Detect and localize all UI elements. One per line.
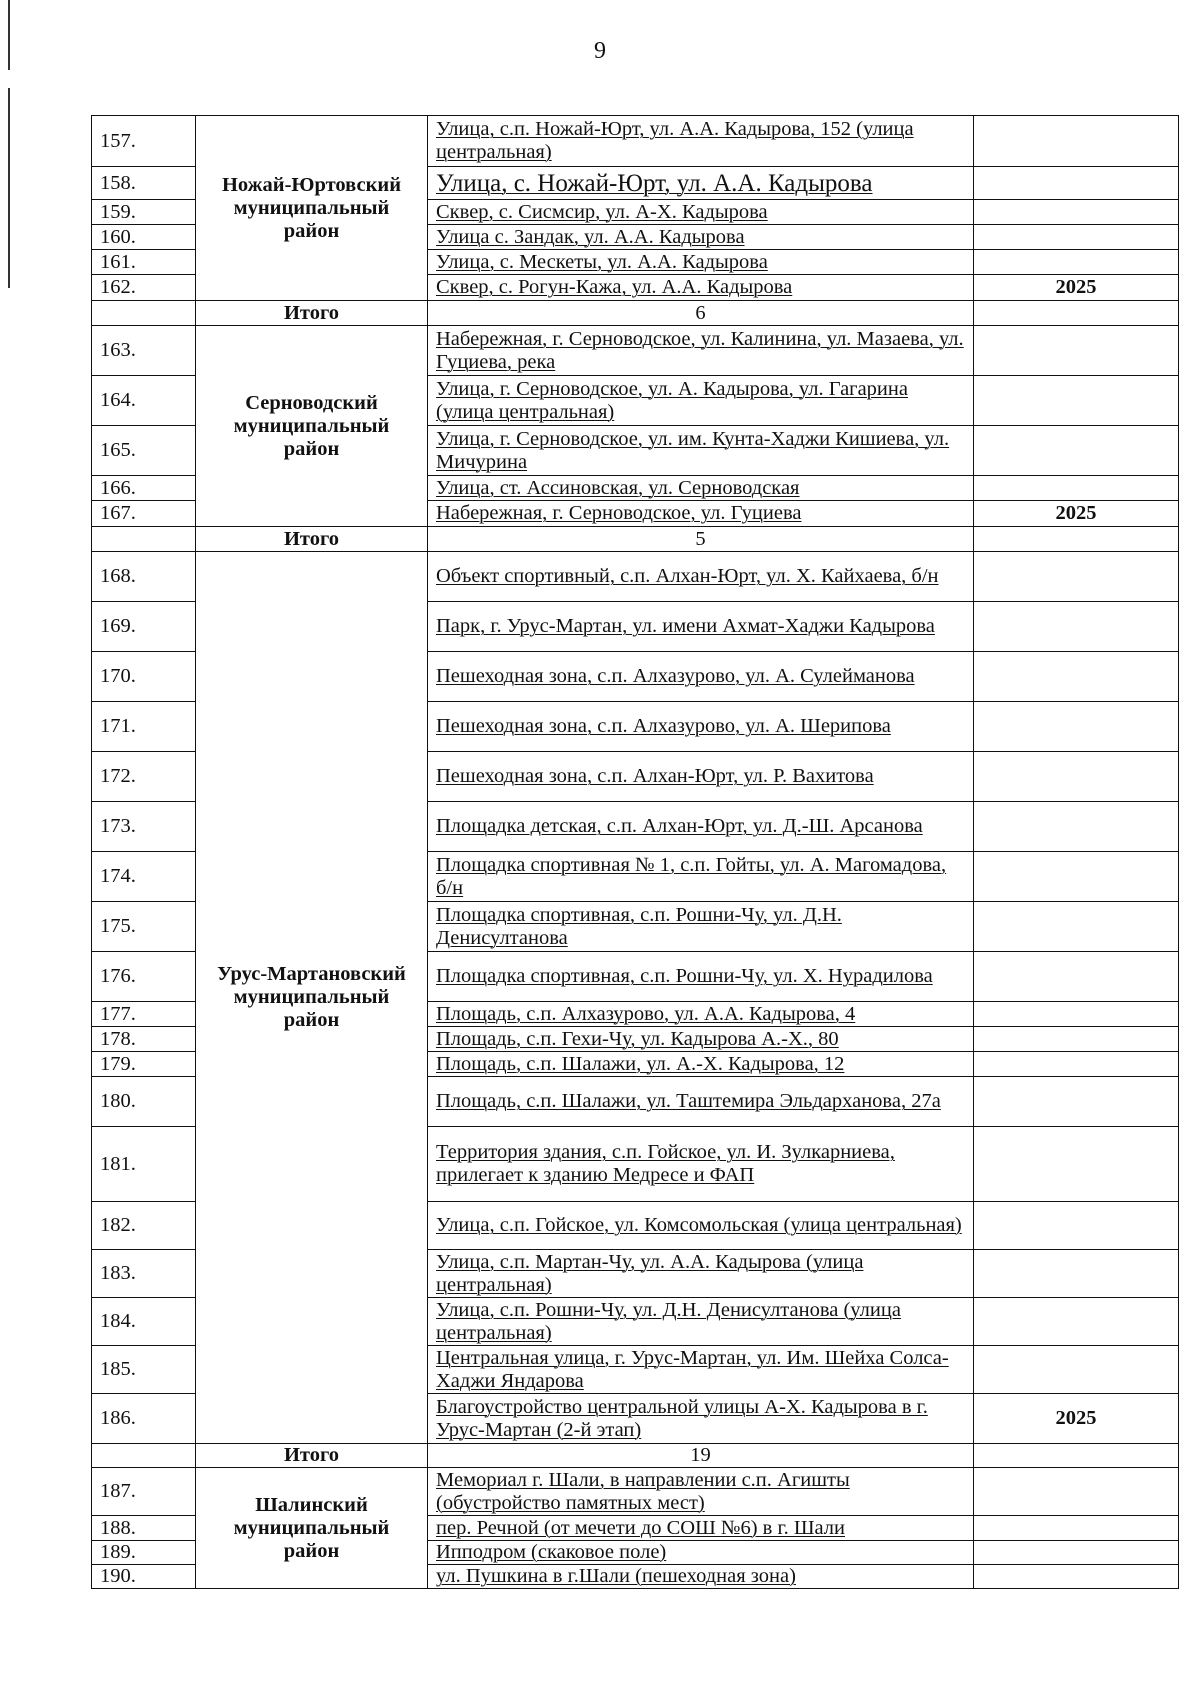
- row-number: 161.: [92, 250, 196, 275]
- year-cell: [974, 802, 1179, 852]
- object-name: Улица, с.п. Рошни-Чу, ул. Д.Н. Денисултанова (улица центральная): [428, 1298, 974, 1346]
- year-cell: [974, 552, 1179, 602]
- total-count: 5: [428, 527, 974, 552]
- total-year: [974, 527, 1179, 552]
- table-row: [92, 1468, 1179, 1516]
- object-name: Парк, г. Урус-Мартан, ул. имени Ахмат-Хаджи Кадырова: [428, 602, 974, 652]
- object-name: пер. Речной (от мечети до СОШ №6) в г. Шали: [428, 1516, 974, 1541]
- total-year: [974, 1444, 1179, 1468]
- row-number: 159.: [92, 200, 196, 225]
- object-name: Набережная, г. Серноводское, ул. Калинина, ул. Мазаева, ул. Гуциева, река: [428, 326, 974, 376]
- object-name: Мемориал г. Шали, в направлении с.п. Агишты (обустройство памятных мест): [428, 1468, 974, 1516]
- row-number: 178.: [92, 1027, 196, 1052]
- year-cell: [974, 902, 1179, 952]
- row-number: 169.: [92, 602, 196, 652]
- total-row: [92, 527, 1179, 552]
- total-row: [92, 1444, 1179, 1468]
- year-cell: [974, 1052, 1179, 1077]
- year-cell: [974, 426, 1179, 476]
- row-number: 166.: [92, 476, 196, 501]
- objects-table: [91, 115, 1179, 1589]
- object-name: Набережная, г. Серноводское, ул. Гуциева: [428, 501, 974, 527]
- margin-mark: [8, 88, 10, 288]
- year-cell: [974, 1565, 1179, 1589]
- row-number: 179.: [92, 1052, 196, 1077]
- margin-mark: [8, 0, 10, 70]
- object-name: Объект спортивный, с.п. Алхан-Юрт, ул. Х. Кайхаева, б/н: [428, 552, 974, 602]
- row-number: 164.: [92, 376, 196, 426]
- row-number: 162.: [92, 275, 196, 301]
- year-cell: 2025: [974, 1394, 1179, 1444]
- total-label: Итого: [196, 527, 428, 552]
- row-number: 174.: [92, 852, 196, 902]
- row-number: 165.: [92, 426, 196, 476]
- year-cell: [974, 1127, 1179, 1202]
- total-label: Итого: [196, 301, 428, 326]
- year-cell: 2025: [974, 501, 1179, 527]
- year-cell: [974, 1541, 1179, 1565]
- table-row: [92, 326, 1179, 376]
- year-cell: [974, 1202, 1179, 1250]
- object-name: Улица, с.п. Ножай-Юрт, ул. А.А. Кадырова, 152 (улица центральная): [428, 116, 974, 167]
- page-number: 9: [594, 38, 606, 64]
- object-name: Площадь, с.п. Гехи-Чу, ул. Кадырова А.-Х., 80: [428, 1027, 974, 1052]
- row-number: 176.: [92, 952, 196, 1002]
- object-name: Улица, с. Ножай-Юрт, ул. А.А. Кадырова: [428, 167, 974, 200]
- object-name: Улица, с. Мескеты, ул. А.А. Кадырова: [428, 250, 974, 275]
- row-number: 168.: [92, 552, 196, 602]
- year-cell: [974, 376, 1179, 426]
- row-number: 185.: [92, 1346, 196, 1394]
- year-cell: [974, 200, 1179, 225]
- year-cell: [974, 852, 1179, 902]
- table-row: [92, 552, 1179, 602]
- district-name: Ножай-Юртовский муниципальный район: [196, 116, 428, 301]
- year-cell: [974, 1077, 1179, 1127]
- object-name: Площадка спортивная, с.п. Рошни-Чу, ул. Х. Нурадилова: [428, 952, 974, 1002]
- object-name: Благоустройство центральной улицы А-Х. Кадырова в г. Урус-Мартан (2-й этап): [428, 1394, 974, 1444]
- year-cell: [974, 1027, 1179, 1052]
- year-cell: [974, 952, 1179, 1002]
- object-name: Пешеходная зона, с.п. Алхан-Юрт, ул. Р. Вахитова: [428, 752, 974, 802]
- object-name: ул. Пушкина в г.Шали (пешеходная зона): [428, 1565, 974, 1589]
- row-number: 158.: [92, 167, 196, 200]
- total-empty: [92, 301, 196, 326]
- year-cell: [974, 752, 1179, 802]
- object-name: Площадка спортивная № 1, с.п. Гойты, ул. А. Магомадова, б/н: [428, 852, 974, 902]
- object-name: Площадь, с.п. Шалажи, ул. Таштемира Эльдарханова, 27а: [428, 1077, 974, 1127]
- object-name: Площадь, с.п. Алхазурово, ул. А.А. Кадырова, 4: [428, 1002, 974, 1027]
- total-empty: [92, 527, 196, 552]
- row-number: 163.: [92, 326, 196, 376]
- row-number: 160.: [92, 225, 196, 250]
- year-cell: [974, 602, 1179, 652]
- row-number: 186.: [92, 1394, 196, 1444]
- total-count: 19: [428, 1444, 974, 1468]
- row-number: 167.: [92, 501, 196, 527]
- object-name: Улица, с.п. Гойское, ул. Комсомольская (улица центральная): [428, 1202, 974, 1250]
- total-count: 6: [428, 301, 974, 326]
- year-cell: [974, 225, 1179, 250]
- row-number: 184.: [92, 1298, 196, 1346]
- row-number: 172.: [92, 752, 196, 802]
- row-number: 181.: [92, 1127, 196, 1202]
- row-number: 188.: [92, 1516, 196, 1541]
- row-number: 170.: [92, 652, 196, 702]
- row-number: 187.: [92, 1468, 196, 1516]
- year-cell: [974, 1516, 1179, 1541]
- object-name: Территория здания, с.п. Гойское, ул. И. Зулкарниева, прилегает к зданию Медресе и ФАП: [428, 1127, 974, 1202]
- year-cell: 2025: [974, 275, 1179, 301]
- object-name: Улица, с.п. Мартан-Чу, ул. А.А. Кадырова (улица центральная): [428, 1250, 974, 1298]
- year-cell: [974, 476, 1179, 501]
- row-number: 182.: [92, 1202, 196, 1250]
- district-name: Серноводский муниципальный район: [196, 326, 428, 527]
- object-name: Площадь, с.п. Шалажи, ул. А.-Х. Кадырова, 12: [428, 1052, 974, 1077]
- year-cell: [974, 1468, 1179, 1516]
- year-cell: [974, 116, 1179, 167]
- object-name: Пешеходная зона, с.п. Алхазурово, ул. А. Сулейманова: [428, 652, 974, 702]
- year-cell: [974, 652, 1179, 702]
- district-name: Шалинский муниципальный район: [196, 1468, 428, 1589]
- year-cell: [974, 702, 1179, 752]
- object-name: Улица с. Зандак, ул. А.А. Кадырова: [428, 225, 974, 250]
- year-cell: [974, 1298, 1179, 1346]
- object-name: Улица, ст. Ассиновская, ул. Серноводская: [428, 476, 974, 501]
- row-number: 175.: [92, 902, 196, 952]
- object-name: Улица, г. Серноводское, ул. А. Кадырова, ул. Гагарина (улица центральная): [428, 376, 974, 426]
- object-name: Площадка детская, с.п. Алхан-Юрт, ул. Д.-Ш. Арсанова: [428, 802, 974, 852]
- row-number: 189.: [92, 1541, 196, 1565]
- year-cell: [974, 1346, 1179, 1394]
- row-number: 180.: [92, 1077, 196, 1127]
- row-number: 157.: [92, 116, 196, 167]
- year-cell: [974, 250, 1179, 275]
- year-cell: [974, 326, 1179, 376]
- row-number: 177.: [92, 1002, 196, 1027]
- total-row: [92, 301, 1179, 326]
- year-cell: [974, 167, 1179, 200]
- row-number: 190.: [92, 1565, 196, 1589]
- object-name: Улица, г. Серноводское, ул. им. Кунта-Хаджи Кишиева, ул. Мичурина: [428, 426, 974, 476]
- row-number: 173.: [92, 802, 196, 852]
- object-name: Ипподром (скаковое поле): [428, 1541, 974, 1565]
- object-name: Пешеходная зона, с.п. Алхазурово, ул. А. Шерипова: [428, 702, 974, 752]
- object-name: Сквер, с. Сисмсир, ул. А-Х. Кадырова: [428, 200, 974, 225]
- row-number: 171.: [92, 702, 196, 752]
- total-year: [974, 301, 1179, 326]
- district-name: Урус-Мартановский муниципальный район: [196, 552, 428, 1444]
- year-cell: [974, 1250, 1179, 1298]
- object-name: Сквер, с. Рогун-Кажа, ул. А.А. Кадырова: [428, 275, 974, 301]
- table-row: [92, 116, 1179, 167]
- object-name: Площадка спортивная, с.п. Рошни-Чу, ул. Д.Н. Денисултанова: [428, 902, 974, 952]
- row-number: 183.: [92, 1250, 196, 1298]
- object-name: Центральная улица, г. Урус-Мартан, ул. Им. Шейха Солса-Хаджи Яндарова: [428, 1346, 974, 1394]
- total-label: Итого: [196, 1444, 428, 1468]
- year-cell: [974, 1002, 1179, 1027]
- total-empty: [92, 1444, 196, 1468]
